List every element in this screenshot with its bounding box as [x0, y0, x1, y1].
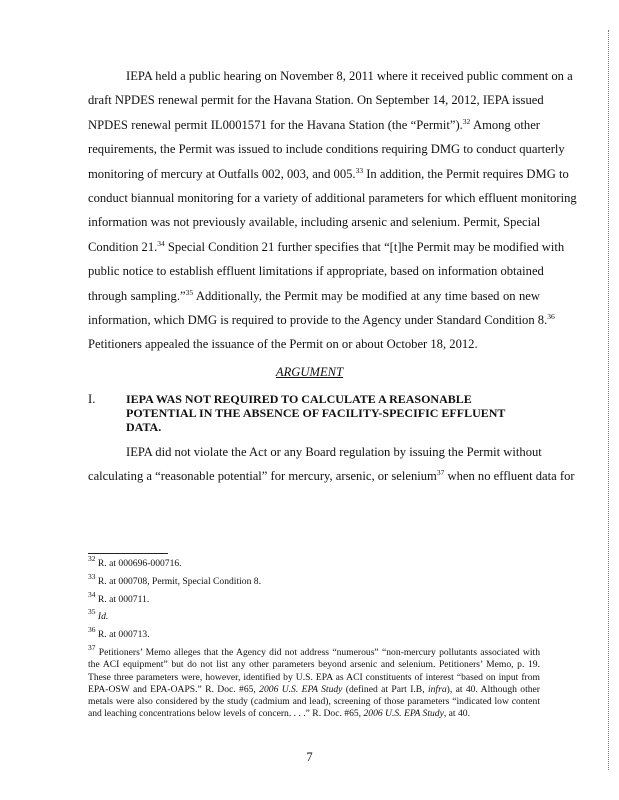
text-run: requirements, the Permit was issued to include conditions requiring DMG to conduct quarterly: [88, 142, 565, 157]
footnote: [88, 589, 540, 606]
footnote: [88, 554, 540, 570]
body-line: [88, 191, 577, 206]
section-line: [88, 464, 575, 488]
footnote-ref: 37: [88, 642, 96, 652]
text-run: R. at 000711.: [95, 593, 150, 605]
text-run: Condition 21.: [88, 239, 158, 254]
footnote-ref: 32: [88, 554, 96, 563]
text-run: monitoring of mercury at Outfalls 002, 003, and 005.: [88, 166, 356, 181]
italic-text: 2006 U.S. EPA Study: [259, 683, 343, 695]
page-edge-dotted-border: [608, 30, 609, 770]
section-header: [88, 392, 540, 434]
footnote: [88, 571, 540, 588]
text-run: IEPA held a public hearing on November 8, 2011 where it received public comment on a: [126, 69, 573, 83]
footnote: [88, 625, 540, 641]
footnote-ref: 35: [185, 287, 194, 297]
body-line: [88, 165, 569, 182]
italic-text: Id.: [97, 611, 109, 623]
text-run: when no effluent data for: [444, 469, 575, 484]
italic-text: infra: [427, 683, 447, 695]
argument-heading: ARGUMENT: [275, 365, 344, 379]
body-line: [88, 264, 544, 279]
page-number: 7: [306, 750, 313, 764]
text-run: (defined at Part I.B,: [342, 683, 428, 695]
text-run: draft NPDES renewal permit for the Havana Station. On September 14, 2012, IEPA issued: [88, 93, 544, 108]
text-run: R. at 000696-000716.: [95, 558, 182, 569]
footnote: [88, 607, 540, 623]
body-line: [88, 215, 540, 230]
italic-text: 2006 U.S. EPA Study: [363, 708, 444, 720]
text-run: ), at 40. Although other metals were also considered by the study (cadmium and lead), screening of those parameters “indicated low content and leaching concentrations below levels of concern. . . .” R. Doc. #65,: [88, 683, 540, 720]
text-run: Petitioners appealed the issuance of the Permit on or about October 18, 2012.: [88, 337, 478, 352]
text-run: NPDES renewal permit IL0001571 for the Havana Station (the “Permit”).: [88, 117, 463, 132]
section-number: I.: [88, 392, 96, 406]
footnote-ref: 36: [547, 312, 555, 321]
text-run: Additionally, the Permit may be modified at any time based on new: [193, 288, 540, 303]
body-line: [88, 337, 540, 352]
text-run: Petitioners’ Memo alleges that the Agency did not address “numerous” “non-mercury pollutants associated with the ACI equipment” but do not list any other parameters beyond arsenic and selenium. Petitioners’ Memo, p. 19. These three parameters were, however, identified by U.S. EPA as ACI constituents of interest “based on input from EPA-OSW and EPA-OAPS.” R. Doc. #65,: [88, 646, 540, 695]
text-run: public notice to establish effluent limitations if appropriate, based on information obtained: [88, 264, 544, 279]
footnote-ref: 32: [462, 116, 471, 126]
text-run: Special Condition 21 further specifies that “[t]he Permit may be modified with: [164, 239, 565, 254]
footnote-ref: 34: [88, 589, 96, 599]
section: [88, 392, 575, 489]
text-run: IEPA did not violate the Act or any Board regulation by issuing the Permit without: [126, 445, 542, 459]
body-line: [88, 289, 540, 304]
body-line: [88, 312, 555, 328]
body-line: [126, 69, 573, 84]
footnote: [88, 642, 540, 721]
body-line: [88, 238, 565, 255]
section-title: IEPA WAS NOT REQUIRED TO CALCULATE A REASONABLE POTENTIAL IN THE ABSENCE OF FACILITY-SPECIFIC EFFLUENT DATA.: [126, 392, 506, 434]
body-line: [88, 142, 565, 157]
footnote-separator: [88, 553, 168, 554]
text-run: In addition, the Permit requires DMG to: [363, 166, 569, 181]
footnote-ref: 33: [88, 571, 96, 581]
text-run: information, which DMG is required to provide to the Agency under Standard Condition 8.: [88, 313, 548, 327]
footnote-ref: 33: [355, 165, 364, 175]
text-run: calculating a “reasonable potential” for mercury, arsenic, or selenium: [88, 469, 437, 484]
section-line: [126, 440, 540, 464]
footnote-ref: 37: [436, 468, 445, 478]
body-line: [88, 93, 544, 108]
section-paragraph: [88, 440, 575, 489]
footnote-ref: 35: [88, 607, 96, 617]
body-line: [88, 118, 540, 133]
text-run: , at 40.: [443, 708, 470, 720]
footnotes: [88, 554, 540, 726]
text-run: through sampling.”: [88, 288, 186, 303]
text-run: R. at 000713.: [95, 629, 150, 641]
text-run: information was not previously available, including arsenic and selenium. Permit, Special: [88, 215, 541, 230]
text-run: conduct biannual monitoring for a variety of additional parameters for which effluent monitoring: [88, 191, 577, 205]
text-run: Among other: [470, 117, 540, 132]
footnote-ref: 36: [88, 625, 96, 635]
footnote-ref: 34: [157, 238, 165, 248]
text-run: R. at 000708, Permit, Special Condition 8.: [95, 575, 261, 587]
